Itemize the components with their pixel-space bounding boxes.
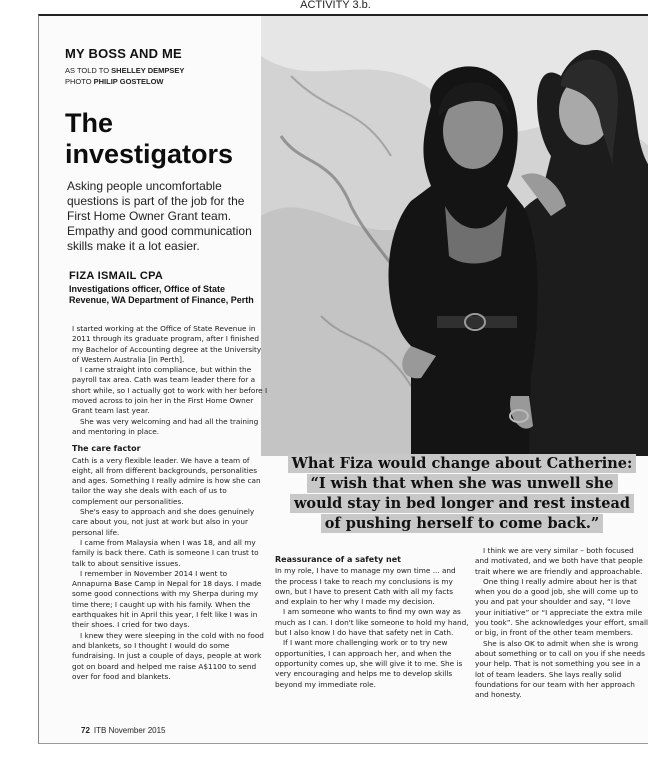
- paragraph: I came straight into compliance, but within the payroll tax area. Cath was team leader there for a short while, so I actually got to work with her before I moved across to join her in the First Home Owner Grant team last year.: [72, 365, 268, 416]
- body-column-3: [475, 546, 648, 700]
- paragraph: Cath is a very flexible leader. We have a team of eight, all from different backgrounds, personalities and ages. Something I really admire is how she can tailor the way she deals with each of us to complement our personalities.: [72, 455, 261, 506]
- paragraph: She was very welcoming and had all the training and mentoring in place.: [72, 416, 259, 436]
- pull-quote: [287, 454, 637, 534]
- paragraph: She is also OK to admit when she is wrong about something or to call on you if she needs your help. That is not something you see in a lot of team leaders. She lays really solid foundations for our team with her approach and honesty.: [475, 638, 645, 700]
- page-footer: [81, 726, 166, 735]
- article-photo: [261, 16, 648, 456]
- magazine-page: [38, 14, 648, 744]
- issue-label: ITB November 2015: [93, 726, 166, 735]
- told-to-line: AS TOLD TO SHELLEY DEMPSEY: [65, 66, 185, 75]
- paragraph: I am someone who wants to find my own way as much as I can. I don't like someone to hold my hand, but I also know I do have that safety net in Cath.: [275, 607, 469, 638]
- subject-role: Investigations officer, Office of State Revenue, WA Department of Finance, Perth: [69, 284, 254, 305]
- paragraph: In my role, I have to manage my own time ... and the process I take to reach my conclusions is my own, but I have to present Cath with all my facts and explain to her why I made my decision.: [275, 566, 456, 607]
- paragraph: I came from Malaysia when I was 18, and all my family is back there. Cath is someone I can trust to talk to about sensitive issues.: [72, 537, 259, 568]
- photo-credit-line: PHOTO PHILIP GOSTELOW: [65, 77, 164, 86]
- article-intro: Asking people uncomfortable questions is part of the job for the First Home Owner Grant team. Empathy and good communication skills make it a lot easier.: [67, 179, 252, 253]
- article-headline: The investigators: [65, 108, 234, 169]
- activity-caption: ACTIVITY 3.b.: [300, 0, 371, 10]
- subheading: The care factor: [72, 444, 141, 454]
- page-number: 72: [81, 726, 90, 735]
- byline-credits: [65, 65, 184, 87]
- subheading: Reassurance of a safety net: [275, 555, 401, 564]
- section-label: MY BOSS AND ME: [65, 46, 182, 61]
- photo-two-women: [261, 16, 648, 456]
- paragraph: I remember in November 2014 I went to Annapurna Base Camp in Nepal for 18 days. I made some good connections with my Sherpa during my time there; I caught up with his family. When the earthquakes hit in April this year, I felt like I was in their shoes. I cried for two days.: [72, 568, 262, 630]
- body-column-2: [275, 548, 469, 690]
- body-column-1: [72, 324, 269, 682]
- paragraph: I started working at the Office of State Revenue in 2011 through its graduate program, after I finished my Bachelor of Accounting degree at the University of Western Australia [in Perth].: [72, 324, 262, 364]
- pull-quote-intro: What Fiza would change about Catherine:: [288, 454, 637, 473]
- pull-quote-text: “I wish that when she was unwell she would stay in bed longer and rest instead of pushing herself to come back.”: [290, 474, 634, 533]
- paragraph: I knew they were sleeping in the cold with no food and blankets, so I thought I would do some fundraising. In just a couple of days, people at work got on board and helped me raise A$1100 to send over for food and blankets.: [72, 630, 264, 681]
- paragraph: She's easy to approach and she does genuinely care about you, not just at work but also in your personal life.: [72, 507, 255, 537]
- paragraph: If I want more challenging work or to try new opportunities, I can approach her, and when the opportunity comes up, she will give it to me. She is very encouraging and helps me to develop skills beyond my immediate role.: [275, 638, 463, 689]
- paragraph: I think we are very similar – both focused and motivated, and we both have that people trait where we are friendly and approachable.: [475, 546, 643, 576]
- subject-name: FIZA ISMAIL CPA: [69, 270, 164, 282]
- paragraph: One thing I really admire about her is that when you do a good job, she will come up to you and pat your shoulder and say, “I love your initiative” or “I appreciate the extra mile you took”. She acknowledges your effort, small or big, in front of the other team members.: [475, 576, 648, 638]
